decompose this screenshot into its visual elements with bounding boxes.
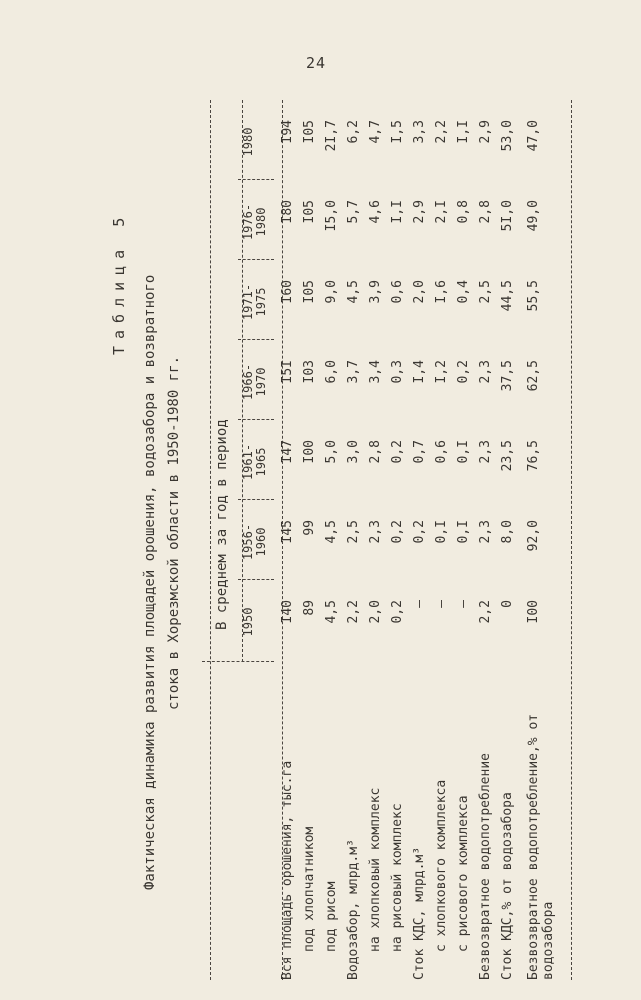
table-cell: 0,I — [456, 440, 471, 464]
table-cell: 0,2 — [412, 520, 427, 544]
table-cell: I,2 — [434, 360, 449, 384]
table-cell: I80 — [280, 200, 295, 224]
header-column-separator-3 — [238, 419, 274, 420]
table-cell: 44,5 — [500, 280, 515, 312]
header-column-separator-4 — [238, 339, 274, 340]
table-cell: 2,9 — [412, 200, 427, 224]
table-cell: 2,2 — [478, 600, 493, 624]
table-cell: I05 — [302, 280, 317, 304]
row-label: Вся площадь орошения, тыс.га — [280, 760, 295, 980]
table-cell: 4,6 — [368, 200, 383, 224]
header-column-separator-1 — [238, 579, 274, 580]
table-cell: 55,5 — [526, 280, 541, 312]
table-cell: 2,5 — [478, 280, 493, 304]
table-cell: I03 — [302, 360, 317, 384]
table-cell: 2,0 — [368, 600, 383, 624]
table-cell: I05 — [302, 120, 317, 144]
table-cell: I00 — [526, 600, 541, 624]
table-cell: I,5 — [390, 120, 405, 144]
header-period-title: В среднем за год в период — [214, 419, 230, 630]
table-cell: 3,3 — [412, 120, 427, 144]
table-cell: 5I,0 — [500, 200, 515, 232]
table-cell: 2,3 — [478, 520, 493, 544]
header-period-4-bottom: 1975 — [254, 287, 268, 317]
header-period-0 — [242, 594, 255, 650]
table-cell: I5I — [280, 360, 295, 384]
header-column-separator-5 — [238, 259, 274, 260]
table-cell: I00 — [302, 440, 317, 464]
header-period-5-top: 1976- — [241, 203, 255, 241]
table-cell: I94 — [280, 120, 295, 144]
table-cell: – — [434, 600, 449, 608]
header-period-3-bottom: 1970 — [254, 367, 268, 397]
header-period-1-bottom: 1960 — [254, 527, 268, 557]
header-period-5 — [242, 194, 268, 250]
table-cell: 99 — [302, 520, 317, 536]
table-cell: 0 — [500, 600, 515, 608]
table-cell: I,4 — [412, 360, 427, 384]
rotated-table-block — [110, 100, 570, 980]
header-period-2-bottom: 1965 — [254, 447, 268, 477]
table-cell: 4,5 — [324, 600, 339, 624]
table-label: Таблица 5 — [110, 210, 128, 355]
header-period-3 — [242, 354, 268, 410]
header-period-4 — [242, 274, 268, 330]
row-label: на рисовый комплекс — [390, 803, 405, 952]
table-cell: 76,5 — [526, 440, 541, 472]
table-cell: I45 — [280, 520, 295, 544]
table-cell: 2,2 — [434, 120, 449, 144]
header-period-6-top: 1980 — [241, 127, 255, 157]
title-line-1: Фактическая динамика развития площадей орошения, водозабора и возвратного — [142, 274, 158, 890]
table-cell: 47,0 — [526, 120, 541, 152]
header-column-separator-2 — [238, 499, 274, 500]
table-cell: 0,2 — [390, 440, 405, 464]
table-cell: 6,2 — [346, 120, 361, 144]
table-cell: I,I — [456, 120, 471, 144]
row-label: с рисового комплекса — [456, 795, 471, 952]
table-cell: 2,3 — [368, 520, 383, 544]
table-cell: 2I,7 — [324, 120, 339, 152]
table-cell: 9,0 — [324, 280, 339, 304]
table-cell: 3,7 — [346, 360, 361, 384]
page-number: 24 — [306, 54, 327, 72]
table-cell: 0,I — [456, 520, 471, 544]
table-cell: 3,9 — [368, 280, 383, 304]
label-column-separator — [202, 661, 274, 662]
table-cell: 3,0 — [346, 440, 361, 464]
table-cell: 0,2 — [390, 520, 405, 544]
header-period-2 — [242, 434, 268, 490]
table-cell: I47 — [280, 440, 295, 464]
table-cell: 5,0 — [324, 440, 339, 464]
table-cell: 8,0 — [500, 520, 515, 544]
table-cell: I40 — [280, 600, 295, 624]
row-label: Сток КДС, млрд.м³ — [412, 846, 427, 980]
row-label: под рисом — [324, 881, 339, 952]
table-cell: 2,8 — [478, 200, 493, 224]
table-cell: 23,5 — [500, 440, 515, 472]
table-cell: 3,4 — [368, 360, 383, 384]
table-cell: I,I — [390, 200, 405, 224]
table-cell: 2,3 — [478, 360, 493, 384]
table-cell: I05 — [302, 200, 317, 224]
table-cell: 0,7 — [412, 440, 427, 464]
table-cell: 37,5 — [500, 360, 515, 392]
table-cell: – — [456, 600, 471, 608]
header-period-0-top: 1950 — [241, 607, 255, 637]
table-cell: 6,0 — [324, 360, 339, 384]
row-label: Безвозвратное водопотребление — [478, 753, 493, 980]
table-cell: 92,0 — [526, 520, 541, 552]
header-period-5-bottom: 1980 — [254, 207, 268, 237]
table-cell: 2,I — [434, 200, 449, 224]
table-title — [138, 130, 186, 890]
row-label: Сток КДС,% от водозабора — [500, 792, 515, 980]
table-cell: 4,7 — [368, 120, 383, 144]
top-rule — [210, 100, 211, 980]
table-cell: 49,0 — [526, 200, 541, 232]
table-cell: 89 — [302, 600, 317, 616]
table-cell: 0,I — [434, 520, 449, 544]
table-cell: 0,2 — [456, 360, 471, 384]
bottom-rule — [571, 100, 572, 980]
table-cell: 2,8 — [368, 440, 383, 464]
header-period-6 — [242, 114, 255, 170]
header-period-1-top: 1956- — [241, 523, 255, 561]
table-cell: 0,8 — [456, 200, 471, 224]
table-cell: 62,5 — [526, 360, 541, 392]
row-label: Водозабор, млрд.м³ — [346, 839, 361, 980]
table-cell: – — [412, 600, 427, 608]
table-cell: 4,5 — [324, 520, 339, 544]
row-label: Безвозвратное водопотребление,% от водозабора — [526, 713, 556, 980]
table-cell: 2,2 — [346, 600, 361, 624]
table-cell: I,6 — [434, 280, 449, 304]
table-cell: 2,3 — [478, 440, 493, 464]
table-cell: 0,4 — [456, 280, 471, 304]
table-cell: 0,2 — [390, 600, 405, 624]
header-period-3-top: 1966- — [241, 363, 255, 401]
table-cell: I5,0 — [324, 200, 339, 232]
table-cell: 53,0 — [500, 120, 515, 152]
row-label: с хлопкового комплекса — [434, 779, 449, 952]
header-period-4-top: 1971- — [241, 283, 255, 321]
table-cell: 0,3 — [390, 360, 405, 384]
header-period-2-top: 1961- — [241, 443, 255, 481]
table-cell: 2,5 — [346, 520, 361, 544]
title-line-2: стока в Хорезмской области в 1950-1980 гг. — [166, 355, 182, 710]
table-cell: 5,7 — [346, 200, 361, 224]
table-cell: 0,6 — [434, 440, 449, 464]
row-label: на хлопковый комплекс — [368, 787, 383, 952]
table-cell: I60 — [280, 280, 295, 304]
row-label: под хлопчатником — [302, 826, 317, 952]
table-cell: 4,5 — [346, 280, 361, 304]
table-cell: 2,9 — [478, 120, 493, 144]
header-column-separator-6 — [238, 179, 274, 180]
table-cell: 2,0 — [412, 280, 427, 304]
header-period-1 — [242, 514, 268, 570]
table-cell: 0,6 — [390, 280, 405, 304]
